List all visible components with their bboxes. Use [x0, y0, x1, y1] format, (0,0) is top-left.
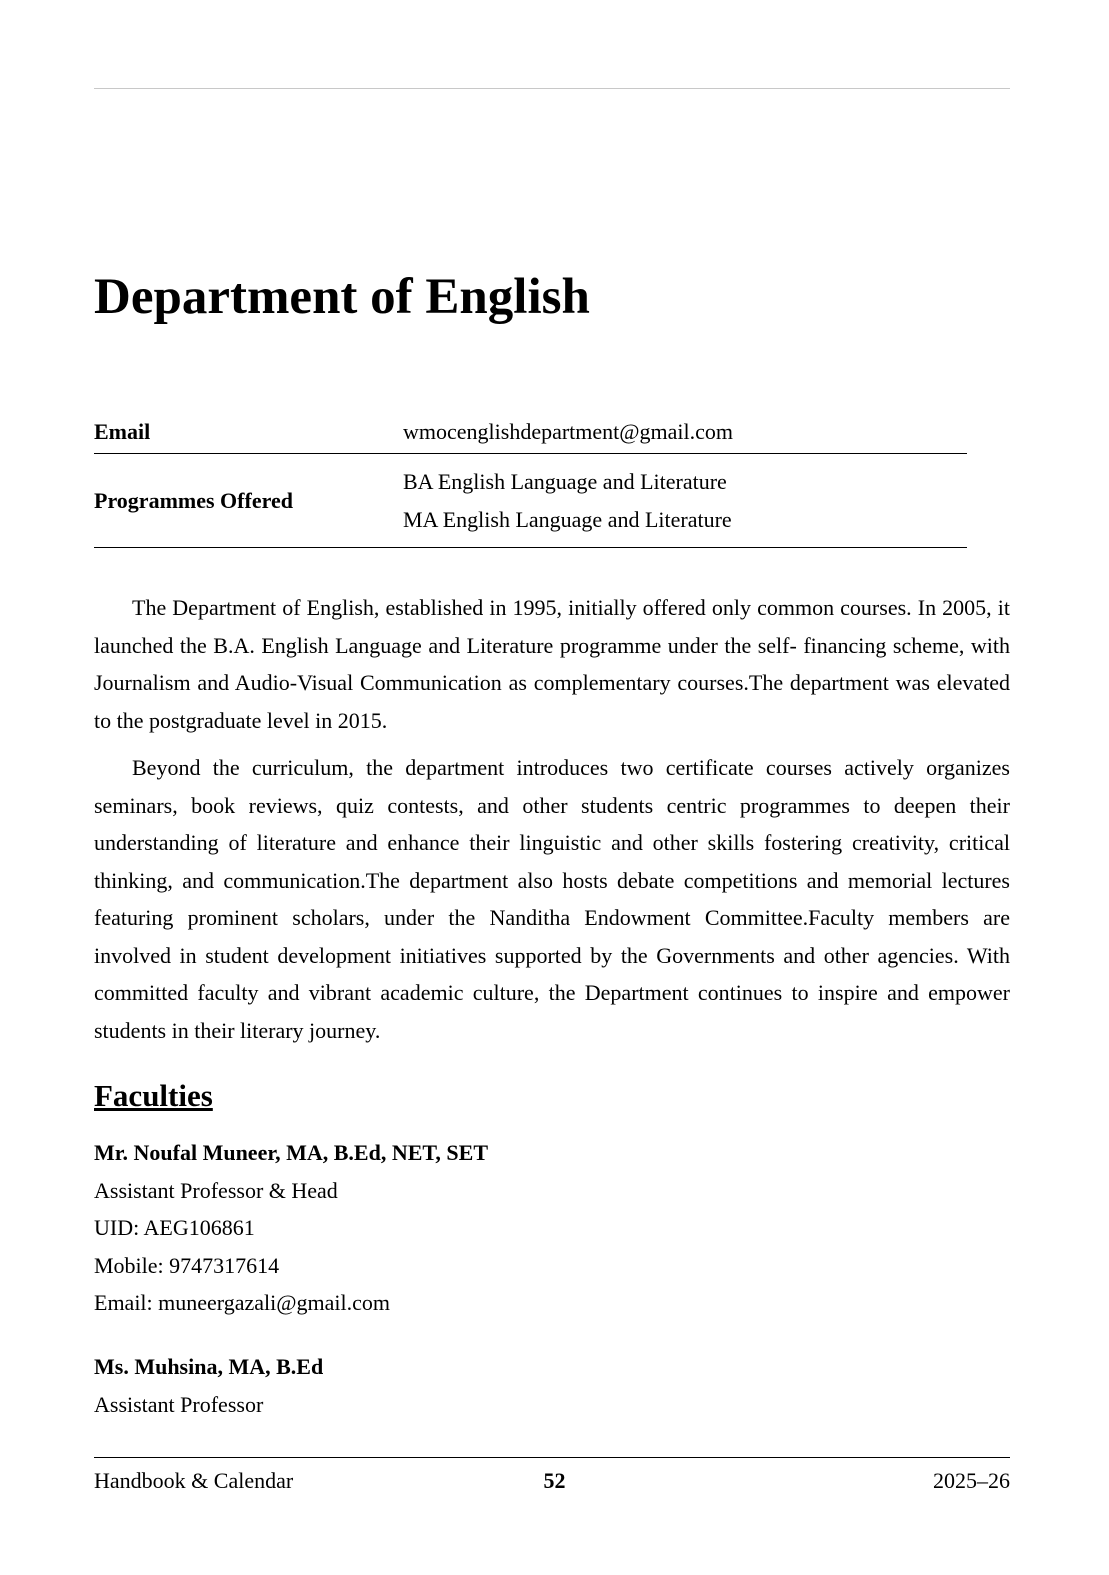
email-row — [94, 410, 967, 454]
programmes-label: Programmes Offered — [94, 454, 403, 548]
faculties-heading: Faculties — [94, 1078, 213, 1113]
footer-academic-year: 2025–26 — [933, 1468, 1010, 1493]
faculty-uid: UID: AEG106861 — [94, 1215, 255, 1240]
email-label: Email — [94, 410, 403, 454]
faculty-email: Email: muneergazali@gmail.com — [94, 1290, 390, 1315]
programme-item: MA English Language and Literature — [403, 506, 732, 532]
department-description — [94, 589, 1010, 1049]
faculty-entry — [94, 1134, 488, 1322]
programme-item: BA English Language and Literature — [403, 468, 727, 494]
footer-rule — [94, 1457, 1010, 1458]
department-info-table — [94, 410, 967, 548]
faculty-entry — [94, 1348, 323, 1423]
faculty-name: Ms. Muhsina, MA, B.Ed — [94, 1354, 324, 1379]
paragraph: Beyond the curriculum, the department introduces two certificate courses actively organizes seminars, book reviews, quiz contests, and other students centric programmes to deepen their understanding of literature and enhance their linguistic and other skills fostering creativity, critical thinking, and communication.The department also hosts debate competitions and memorial lectures featuring prominent scholars, under the Nanditha Endowment Committee.Faculty members are involved in student development initiatives supported by the Governments and other agencies. With committed faculty and vibrant academic culture, the Department continues to inspire and empower students in their literary journey. — [94, 755, 1010, 1043]
faculty-name: Mr. Noufal Muneer, MA, B.Ed, NET, SET — [94, 1140, 489, 1165]
programmes-row — [94, 454, 967, 548]
footer-handbook-title: Handbook & Calendar — [94, 1468, 294, 1493]
faculty-designation: Assistant Professor — [94, 1391, 264, 1417]
page-number: 52 — [543, 1468, 566, 1493]
header-rule — [94, 88, 1010, 89]
page-title: Department of English — [94, 269, 590, 325]
faculty-designation: Assistant Professor & Head — [94, 1177, 338, 1203]
email-value: wmocenglishdepartment@gmail.com — [403, 410, 967, 454]
paragraph: The Department of English, established in 1995, initially offered only common courses. In 2005, it launched the B.A. English Language and Literature programme under the self- financing scheme, with Journalism and Audio-Visual Communication as complementary courses.The department was elevated to the postgraduate level in 2015. — [94, 595, 1010, 733]
faculty-mobile: Mobile: 9747317614 — [94, 1252, 280, 1278]
programmes-list — [403, 454, 967, 548]
